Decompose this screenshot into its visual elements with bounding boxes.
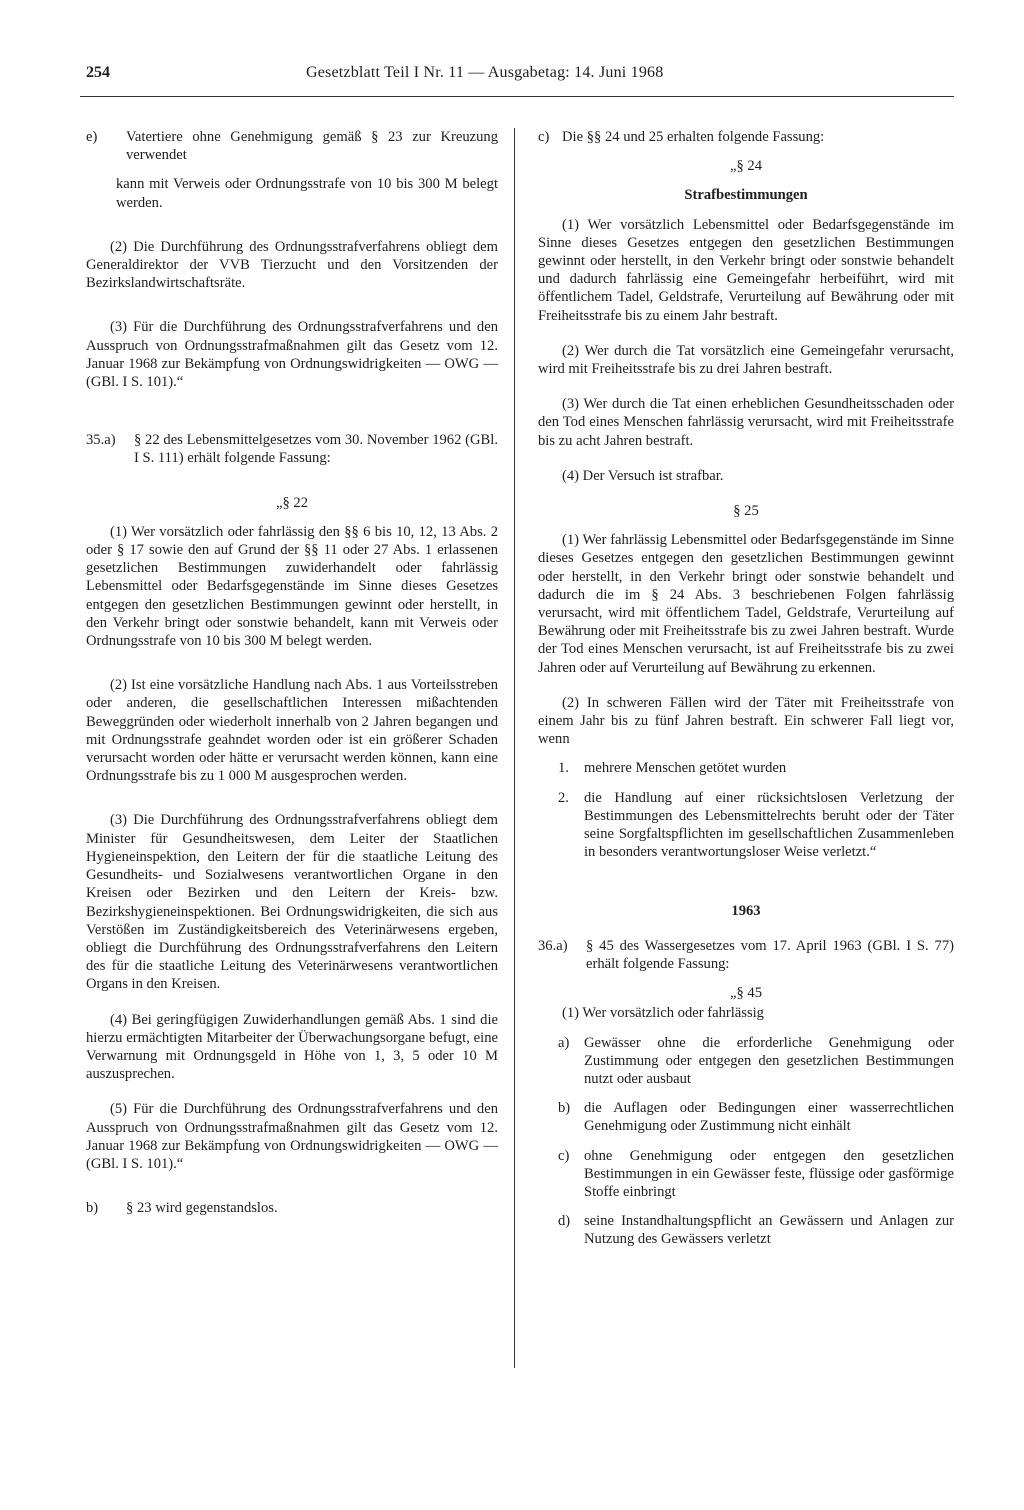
paragraph-2: (2) Die Durchführung des Ordnungsstrafverfahrens obliegt dem Generaldirektor der VVB Tierzucht und den Vorsitzenden der Bezirkslandwirtschaftsräte. bbox=[86, 238, 498, 292]
list-item-text: Gewässer ohne die erforderliche Genehmigung oder Zustimmung oder entgegen den gesetzlichen Bestimmungen nutzt oder ausbaut bbox=[584, 1034, 954, 1087]
list-item bbox=[538, 1099, 954, 1135]
list-item-text: ohne Genehmigung oder entgegen den gesetzlichen Bestimmungen in ein Gewässer feste, flüssige oder gasförmige Stoffe einbringt bbox=[584, 1147, 954, 1200]
item-c-text: Die §§ 24 und 25 erhalten folgende Fassung: bbox=[562, 129, 825, 145]
section-22-paragraph-2: (2) Ist eine vorsätzliche Handlung nach Abs. 1 aus Vorteilsstreben oder anderen, die gesellschaftlichen Interessen mißachtenden Beweggründen oder wiederholt innerhalb von 2 Jahren begangen und mit Ordnungsstrafe geahndet worden oder ist ein größerer Schaden verursacht worden oder hätte er verursacht werden können, kann eine Ordnungsstrafe bis zu 1 000 M ausgesprochen werden. bbox=[86, 677, 498, 785]
list-item bbox=[538, 1212, 954, 1248]
item-c-label: c) bbox=[538, 129, 550, 145]
item-35a-text: § 22 des Lebensmittelgesetzes vom 30. November 1962 (GBl. I S. 111) erhält folgende Fassung: bbox=[134, 432, 498, 467]
item-e-label: e) bbox=[86, 129, 98, 145]
section-45-heading: „§ 45 bbox=[729, 985, 763, 1002]
item-36a-text: § 45 des Wassergesetzes vom 17. April 1963 (GBl. I S. 77) erhält folgende Fassung: bbox=[586, 937, 954, 972]
section-25-paragraph-1: (1) Wer fahrlässig Lebensmittel oder Bedarfsgegenstände im Sinne dieses Gesetzes entgegen den gesetzlichen Bestimmungen gewinnt oder herstellt, in den Verkehr bringt oder sonstwie behandelt und dadurch die im § 24 Abs. 3 beschriebenen Folgen fahrlässig verursacht, wird mit öffentlichem Tadel, Geldstrafe, Verurteilung auf Bewährung oder mit Freiheitsstrafe bis zu zwei Jahren bestraft. Wurde der Tod eines Menschen verursacht, ist auf Freiheitsstrafe bis zu zwei Jahren oder auf Verurteilung auf Bewährung zu erkennen. bbox=[538, 532, 954, 676]
list-item bbox=[538, 789, 954, 862]
column-rule bbox=[514, 128, 515, 1368]
item-35a bbox=[86, 431, 498, 467]
section-24-heading: „§ 24 bbox=[729, 158, 763, 175]
item-35a-label: 35.a) bbox=[86, 432, 116, 449]
section-22-paragraph-3: (3) Die Durchführung des Ordnungsstrafverfahrens obliegt dem Minister für Gesundheitswesen, dem Leiter der Staatlichen Hygieneinspektion, den Leitern der für die staatliche Leitung des Gesundheits- und Sozialwesens verantwortlichen Organe in den Kreisen oder Bezirken und den Leitern der Kreis- bzw. Bezirkshygieneinspektionen. Bei Ordnungswidrigkeiten, die sich aus Verstößen im Zuständigkeitsbereich des Veterinärwesens ergeben, obliegt die Durchführung des Ordnungsstrafverfahrens den Leitern des für die staatliche Leitung des Veterinärwesens verantwortlichen Organs in den Kreisen. bbox=[86, 812, 498, 993]
item-e bbox=[86, 128, 498, 164]
item-c bbox=[538, 128, 954, 146]
list-item-label: b) bbox=[558, 1100, 571, 1117]
section-45-intro: (1) Wer vorsätzlich oder fahrlässig bbox=[562, 1005, 764, 1022]
list-item-label: d) bbox=[558, 1213, 571, 1230]
list-item bbox=[538, 1034, 954, 1089]
list-item-label: a) bbox=[558, 1034, 570, 1051]
right-column bbox=[538, 128, 954, 1249]
list-item-text: mehrere Menschen getötet wurden bbox=[584, 760, 787, 777]
item-e-text: Vatertiere ohne Genehmigung gemäß § 23 zur Kreuzung verwendet bbox=[126, 129, 498, 164]
item-b-text: § 23 wird gegenstandslos. bbox=[126, 1200, 278, 1217]
section-25-paragraph-2: (2) In schweren Fällen wird der Täter mit Freiheitsstrafe von einem Jahr bis zu fünf Jahren bestraft. Ein schwerer Fall liegt vor, wenn bbox=[538, 694, 954, 748]
item-36a bbox=[538, 937, 954, 973]
section-22-paragraph-4: (4) Bei geringfügigen Zuwiderhandlungen gemäß Abs. 1 sind die hierzu ermächtigten Mitarbeiter der Überwachungsorgane befugt, eine Verwarnung mit Ordnungsgeld in Höhe von 1, 3, 5 oder 10 M auszusprechen. bbox=[86, 1011, 498, 1083]
section-24-paragraph-2: (2) Wer durch die Tat vorsätzlich eine Gemeingefahr verursacht, wird mit Freiheitsstrafe bis zu drei Jahren bestraft. bbox=[538, 342, 954, 378]
list-item bbox=[538, 1147, 954, 1202]
left-column bbox=[86, 128, 498, 1217]
section-22-paragraph-1: (1) Wer vorsätzlich oder fahrlässig den §§ 6 bis 10, 12, 13 Abs. 2 oder § 17 sowie den auf Grund der §§ 11 oder 27 Abs. 1 erlassenen gesetzlichen Bestimmungen zuwiderhandelt oder fahrlässig Lebensmittel oder Bedarfsgegenstände im Sinne dieses Gesetzes entgegen den gesetzlichen Bestimmungen gewinnt oder herstellt, in den Verkehr bringt oder sonstwie behandelt, kann mit Verweis oder Ordnungsstrafe von 10 bis 300 M belegt werden. bbox=[86, 523, 498, 650]
running-header: Gesetzblatt Teil I Nr. 11 — Ausgabetag: 14. Juni 1968 bbox=[306, 64, 664, 81]
list-item-label: c) bbox=[558, 1147, 570, 1164]
list-item bbox=[538, 759, 954, 777]
list-item-label: 2. bbox=[558, 789, 569, 806]
section-24-title: Strafbestimmungen bbox=[684, 187, 808, 204]
section-22-paragraph-5: (5) Für die Durchführung des Ordnungsstrafverfahrens und den Ausspruch von Ordnungsstrafmaßnahmen gilt das Gesetz vom 12. Januar 1968 zur Bekämpfung von Ordnungswidrigkeiten — OWG — (GBl. I S. 101).“ bbox=[86, 1101, 498, 1172]
section-22-heading: „§ 22 bbox=[275, 494, 309, 511]
page-number: 254 bbox=[86, 64, 110, 81]
item-b bbox=[86, 1199, 498, 1217]
header-rule bbox=[80, 96, 954, 97]
item-36a-label: 36.a) bbox=[538, 937, 568, 954]
year-heading: 1963 bbox=[731, 902, 761, 919]
list-item-text: die Auflagen oder Bedingungen einer wasserrechtlichen Genehmigung oder Zustimmung nicht einhält bbox=[584, 1100, 954, 1135]
list-item-text: seine Instandhaltungspflicht an Gewässern und Anlagen zur Nutzung des Gewässers verletzt bbox=[584, 1213, 954, 1248]
item-b-label: b) bbox=[86, 1200, 99, 1217]
item-e-continuation: kann mit Verweis oder Ordnungsstrafe von 10 bis 300 M belegt werden. bbox=[116, 176, 498, 211]
section-24-paragraph-4: (4) Der Versuch ist strafbar. bbox=[562, 467, 724, 484]
list-item-label: 1. bbox=[558, 760, 569, 777]
list-item-text: die Handlung auf einer rücksichtslosen Verletzung der Bestimmungen des Lebensmittelrechts beruht oder der Täter seine Sorgfaltspflichten im gesellschaftlichen Zusammenleben in besonders verantwortungsloser Weise verletzt.“ bbox=[584, 789, 954, 861]
section-24-paragraph-1: (1) Wer vorsätzlich Lebensmittel oder Bedarfsgegenstände im Sinne dieses Gesetzes entgegen den gesetzlichen Bestimmungen gewinnt oder herstellt, in den Verkehr bringt oder sonstwie behandelt und dadurch fahrlässig eine Gemeingefahr herbeiführt, wird mit öffentlichem Tadel, Geldstrafe, Verurteilung auf Bewährung oder mit Freiheitsstrafe bis zu einem Jahr bestraft. bbox=[538, 216, 954, 324]
paragraph-3: (3) Für die Durchführung des Ordnungsstrafverfahrens und den Ausspruch von Ordnungsstrafmaßnahmen gilt das Gesetz vom 12. Januar 1968 zur Bekämpfung von Ordnungswidrigkeiten — OWG — (GBl. I S. 101).“ bbox=[86, 319, 498, 391]
section-24-paragraph-3: (3) Wer durch die Tat einen erheblichen Gesundheitsschaden oder den Tod eines Menschen fahrlässig verursacht, wird mit Freiheitsstrafe bis zu acht Jahren bestraft. bbox=[538, 396, 954, 449]
section-25-heading: § 25 bbox=[733, 503, 759, 520]
